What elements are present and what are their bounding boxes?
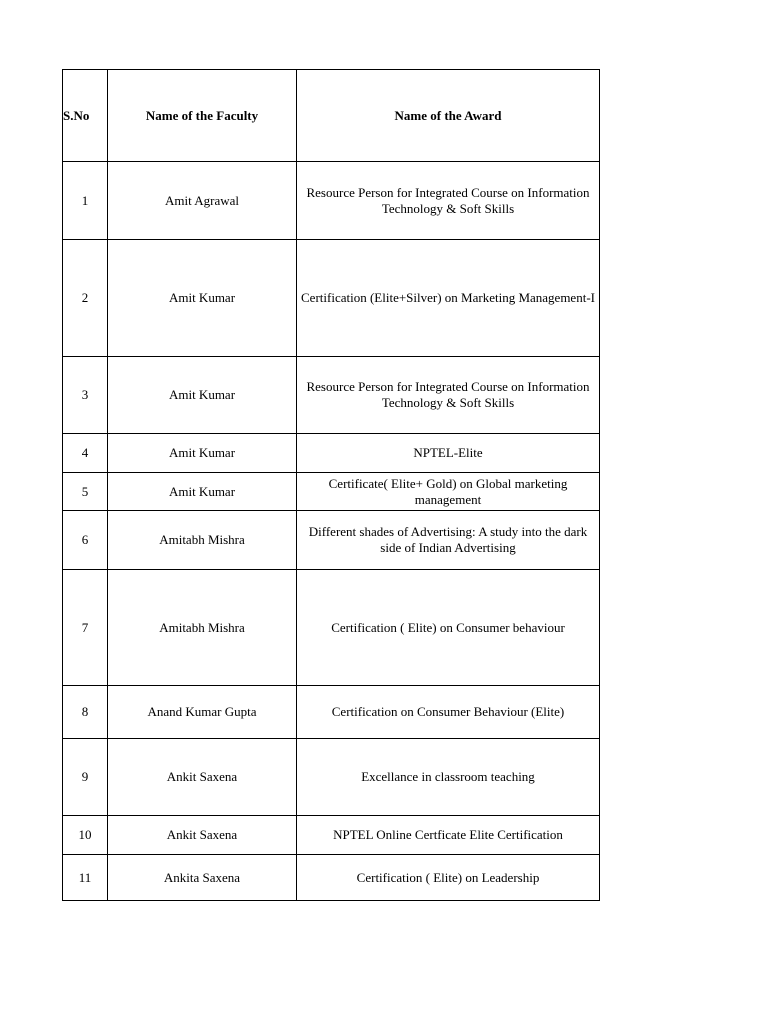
row-faculty: Ankit Saxena <box>108 739 297 816</box>
row-faculty: Ankit Saxena <box>108 816 297 855</box>
table-row <box>63 511 600 570</box>
table-row <box>63 739 600 816</box>
table-row <box>63 570 600 686</box>
table-row <box>63 357 600 434</box>
row-faculty: Amit Agrawal <box>108 162 297 240</box>
row-sno: 1 <box>63 162 108 240</box>
row-sno: 5 <box>63 473 108 511</box>
row-award: Certification (Elite+Silver) on Marketing Management-I <box>297 240 600 357</box>
table-row <box>63 816 600 855</box>
table-header-row <box>63 70 600 162</box>
row-faculty: Amit Kumar <box>108 357 297 434</box>
row-faculty: Ankita Saxena <box>108 855 297 901</box>
header-sno: S.No <box>63 70 108 162</box>
row-award: NPTEL Online Certficate Elite Certification <box>297 816 600 855</box>
row-sno: 4 <box>63 434 108 473</box>
row-award: Certification on Consumer Behaviour (Elite) <box>297 686 600 739</box>
row-sno: 2 <box>63 240 108 357</box>
header-award-name: Name of the Award <box>297 70 600 162</box>
row-faculty: Amit Kumar <box>108 434 297 473</box>
row-award: Certificate( Elite+ Gold) on Global marketing management <box>297 473 600 511</box>
row-faculty: Amitabh Mishra <box>108 511 297 570</box>
table-row <box>63 473 600 511</box>
row-award: Resource Person for Integrated Course on Information Technology & Soft Skills <box>297 357 600 434</box>
row-sno: 6 <box>63 511 108 570</box>
row-faculty: Amit Kumar <box>108 473 297 511</box>
row-award: Different shades of Advertising: A study into the dark side of Indian Advertising <box>297 511 600 570</box>
row-faculty: Anand Kumar Gupta <box>108 686 297 739</box>
row-sno: 3 <box>63 357 108 434</box>
row-sno: 11 <box>63 855 108 901</box>
row-sno: 7 <box>63 570 108 686</box>
table-row <box>63 240 600 357</box>
row-sno: 9 <box>63 739 108 816</box>
row-sno: 8 <box>63 686 108 739</box>
table-row <box>63 434 600 473</box>
header-faculty-name: Name of the Faculty <box>108 70 297 162</box>
faculty-awards-table <box>62 69 600 901</box>
row-award: Excellance in classroom teaching <box>297 739 600 816</box>
row-award: Certification ( Elite) on Leadership <box>297 855 600 901</box>
table-row <box>63 855 600 901</box>
row-award: NPTEL-Elite <box>297 434 600 473</box>
row-sno: 10 <box>63 816 108 855</box>
row-award: Certification ( Elite) on Consumer behaviour <box>297 570 600 686</box>
row-faculty: Amitabh Mishra <box>108 570 297 686</box>
row-faculty: Amit Kumar <box>108 240 297 357</box>
table-row <box>63 162 600 240</box>
table-row <box>63 686 600 739</box>
row-award: Resource Person for Integrated Course on Information Technology & Soft Skills <box>297 162 600 240</box>
